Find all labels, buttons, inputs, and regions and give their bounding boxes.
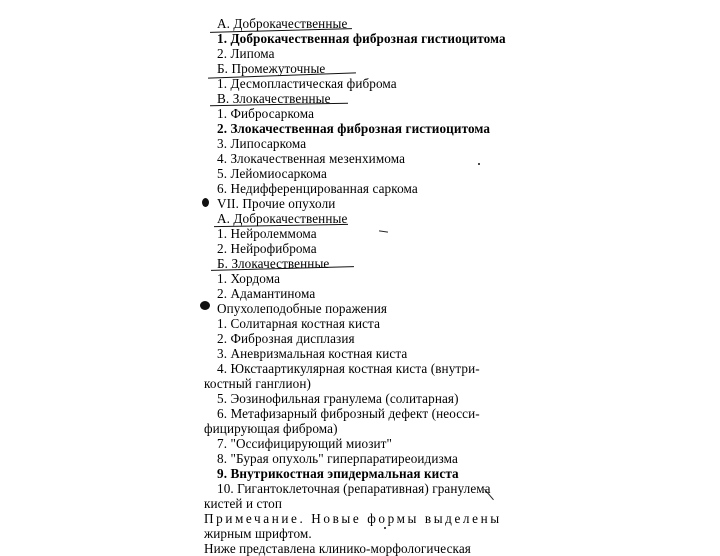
item-fibrosarcoma: 1. Фибросаркома xyxy=(217,106,315,121)
heading-malignant-1: В. Злокачественные xyxy=(217,91,331,106)
item-adamantinoma: 2. Адамантинома xyxy=(217,286,316,301)
speck xyxy=(384,527,386,529)
item-giant-cell-granuloma: 10. Гигантоклеточная (репаративная) гранулема xyxy=(217,481,491,496)
item-eosinophilic-granuloma: 5. Эозинофильная гранулема (солитарная) xyxy=(217,391,459,406)
item-aneurysmal-bone-cyst: 3. Аневризмальная костная киста xyxy=(217,346,408,361)
item-solitary-bone-cyst: 1. Солитарная костная киста xyxy=(217,316,381,331)
item-lipoma: 2. Липома xyxy=(217,46,275,61)
next-paragraph-start: Ниже представлена клинико-морфологическая xyxy=(204,541,471,556)
item-giant-cell-granuloma-cont: кистей и стоп xyxy=(204,496,283,511)
margin-bullet xyxy=(202,198,209,207)
item-liposarcoma: 3. Липосаркома xyxy=(217,136,307,151)
item-leiomyosarcoma: 5. Лейомиосаркома xyxy=(217,166,327,181)
margin-bullet xyxy=(200,301,210,310)
heading-malignant-2: Б. Злокачественные xyxy=(217,256,330,271)
note-label: Примечание. Новые формы выделены xyxy=(204,511,502,526)
item-fibrous-dysplasia: 2. Фиброзная дисплазия xyxy=(217,331,355,346)
item-metaphyseal-fibrous-defect: 6. Метафизарный фиброзный дефект (неосси- xyxy=(217,406,480,421)
item-juxta-articular-cyst: 4. Юкстаартикулярная костная киста (внутри- xyxy=(217,361,480,376)
stray-mark xyxy=(379,230,388,232)
item-malignant-fibrous-histiocytoma: 2. Злокачественная фиброзная гистиоцитома xyxy=(217,121,491,136)
section-tumor-like-lesions: Опухолеподобные поражения xyxy=(217,301,388,316)
note-text: жирным шрифтом. xyxy=(204,526,312,541)
item-juxta-articular-cyst-cont: костный ганглион) xyxy=(204,376,311,391)
item-neurofibroma: 2. Нейрофиброма xyxy=(217,241,317,256)
item-desmoplastic-fibroma: 1. Десмопластическая фиброма xyxy=(217,76,397,91)
heading-benign-1: А. Доброкачественные xyxy=(217,16,348,31)
speck xyxy=(478,163,480,165)
item-myositis-ossificans: 7. "Оссифицирующий миозит" xyxy=(217,436,393,451)
item-neurilemmoma: 1. Нейролеммома xyxy=(217,226,317,241)
item-metaphyseal-fibrous-defect-cont: фицирующая фиброма) xyxy=(204,421,338,436)
item-benign-fibrous-histiocytoma: 1. Доброкачественная фиброзная гистиоцитома xyxy=(217,31,506,46)
item-brown-tumor: 8. "Бурая опухоль" гиперпаратиреоидизма xyxy=(217,451,458,466)
heading-intermediate: Б. Промежуточные xyxy=(217,61,326,76)
item-malignant-mesenchymoma: 4. Злокачественная мезенхимома xyxy=(217,151,406,166)
section-other-tumors: VII. Прочие опухоли xyxy=(217,196,336,211)
item-undifferentiated-sarcoma: 6. Недифференцированная саркома xyxy=(217,181,418,196)
heading-benign-2: А. Доброкачественные xyxy=(217,211,348,226)
item-intraosseous-epidermal-cyst: 9. Внутрикостная эпидермальная киста xyxy=(217,466,459,481)
item-chordoma: 1. Хордома xyxy=(217,271,281,286)
